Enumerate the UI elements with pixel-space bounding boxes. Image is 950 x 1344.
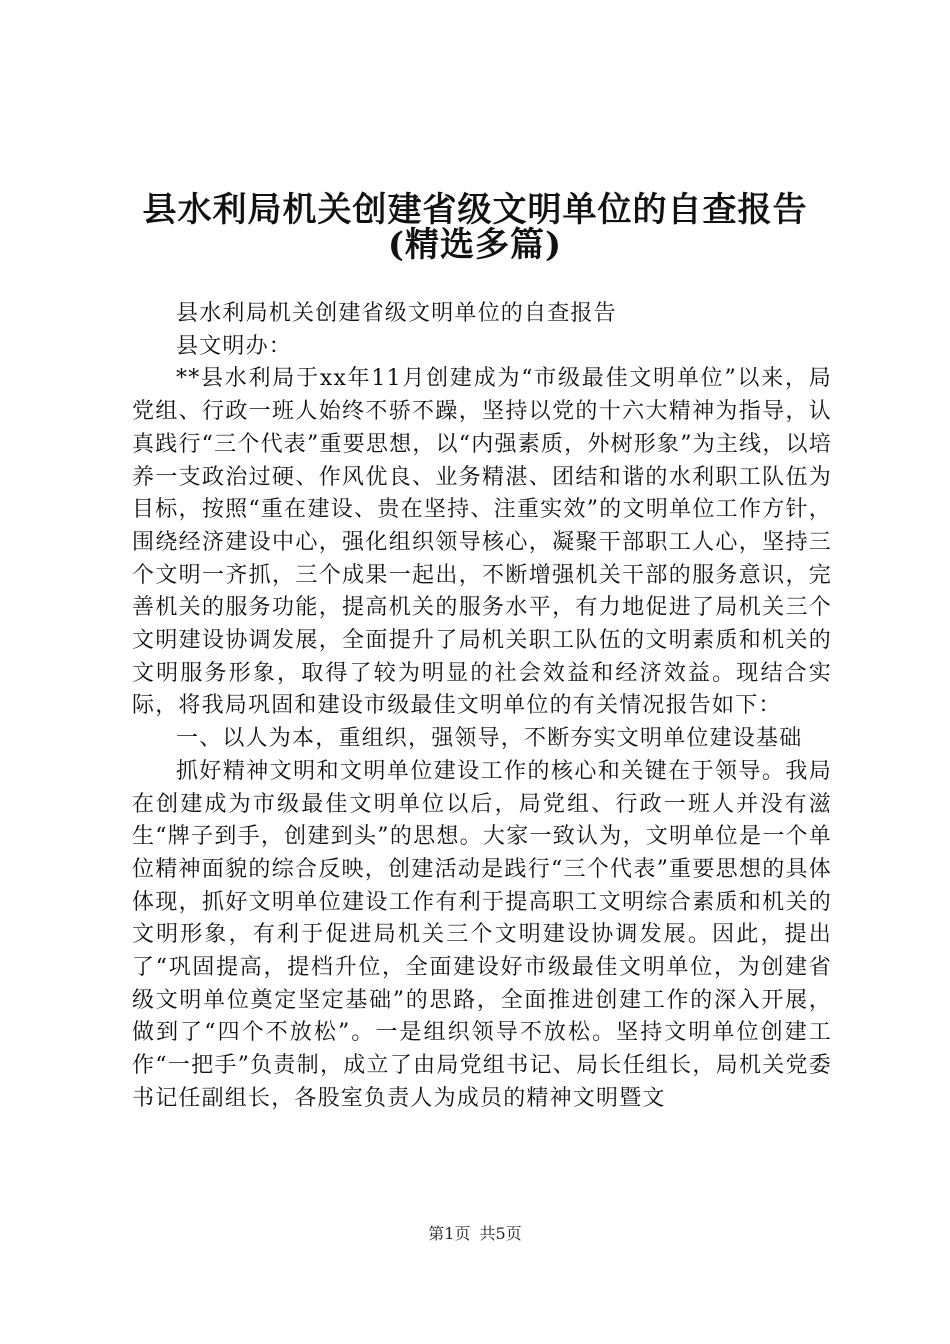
paragraph-heading: 县水利局机关创建省级文明单位的自查报告	[176, 301, 617, 326]
paragraph-section-body: 抓好精神文明和文明单位建设工作的核心和关键在于领导。我局在创建成为市级最佳文明单位以后，局党组、行政一班人并没有滋生“牌子到手，创建到头”的思想。大家一致认为，文明单位是一个单位精神面貌的综合反映，创建活动是践行“三个代表”重要思想的具体体现，抓好文明单位建设工作有利于提高职工文明综合素质和机关的文明形象，有利于促进局机关三个文明建设协调发展。因此，提出了“巩固提高，提档升位，全面建设好市级最佳文明单位，为创建省级文明单位奠定坚定基础”的思路，全面推进创建工作的深入开展，做到了“四个不放松”。一是组织领导不放松。坚持文明单位创建工作“一把手”负责制，成立了由局党组书记、局长任组长，局机关党委书记任副组长，各股室负责人为成员的精神文明暨文	[132, 758, 832, 1111]
paragraph-addressee: 县文明办：	[176, 333, 293, 359]
page-number: 第1页	[428, 1224, 471, 1243]
paragraph-intro: **县水利局于xx年11月创建成为“市级最佳文明单位”以来，局党组、行政一班人始终不骄不躁，坚持以党的十六大精神为指导，认真践行“三个代表”重要思想，以“内强素质，外树形象”为主线，以培养一支政治过硬、作风优良、业务精湛、团结和谐的水利职工队伍为目标，按照“重在建设、贵在坚持、注重实效”的文明单位工作方针，围绕经济建设中心，强化组织领导核心，凝聚干部职工人心，坚持三个文明一齐抓，三个成果一起出，不断增强机关干部的服务意识，完善机关的服务功能，提高机关的服务水平，有力地促进了局机关三个文明建设协调发展，全面提升了局机关职工队伍的文明素质和机关的文明服务形象，取得了较为明显的社会效益和经济效益。现结合实际，将我局巩固和建设市级最佳文明单位的有关情况报告如下：	[132, 366, 832, 719]
page-total: 共5页	[479, 1224, 522, 1243]
page-footer	[0, 1221, 950, 1244]
document-body	[132, 298, 832, 1116]
document-subtitle: (精选多篇)	[387, 225, 563, 265]
document-title: 县水利局机关创建省级文明单位的自查报告	[142, 190, 808, 230]
paragraph-section-heading: 一、以人为本，重组织，强领导，不断夯实文明单位建设基础	[176, 726, 803, 752]
